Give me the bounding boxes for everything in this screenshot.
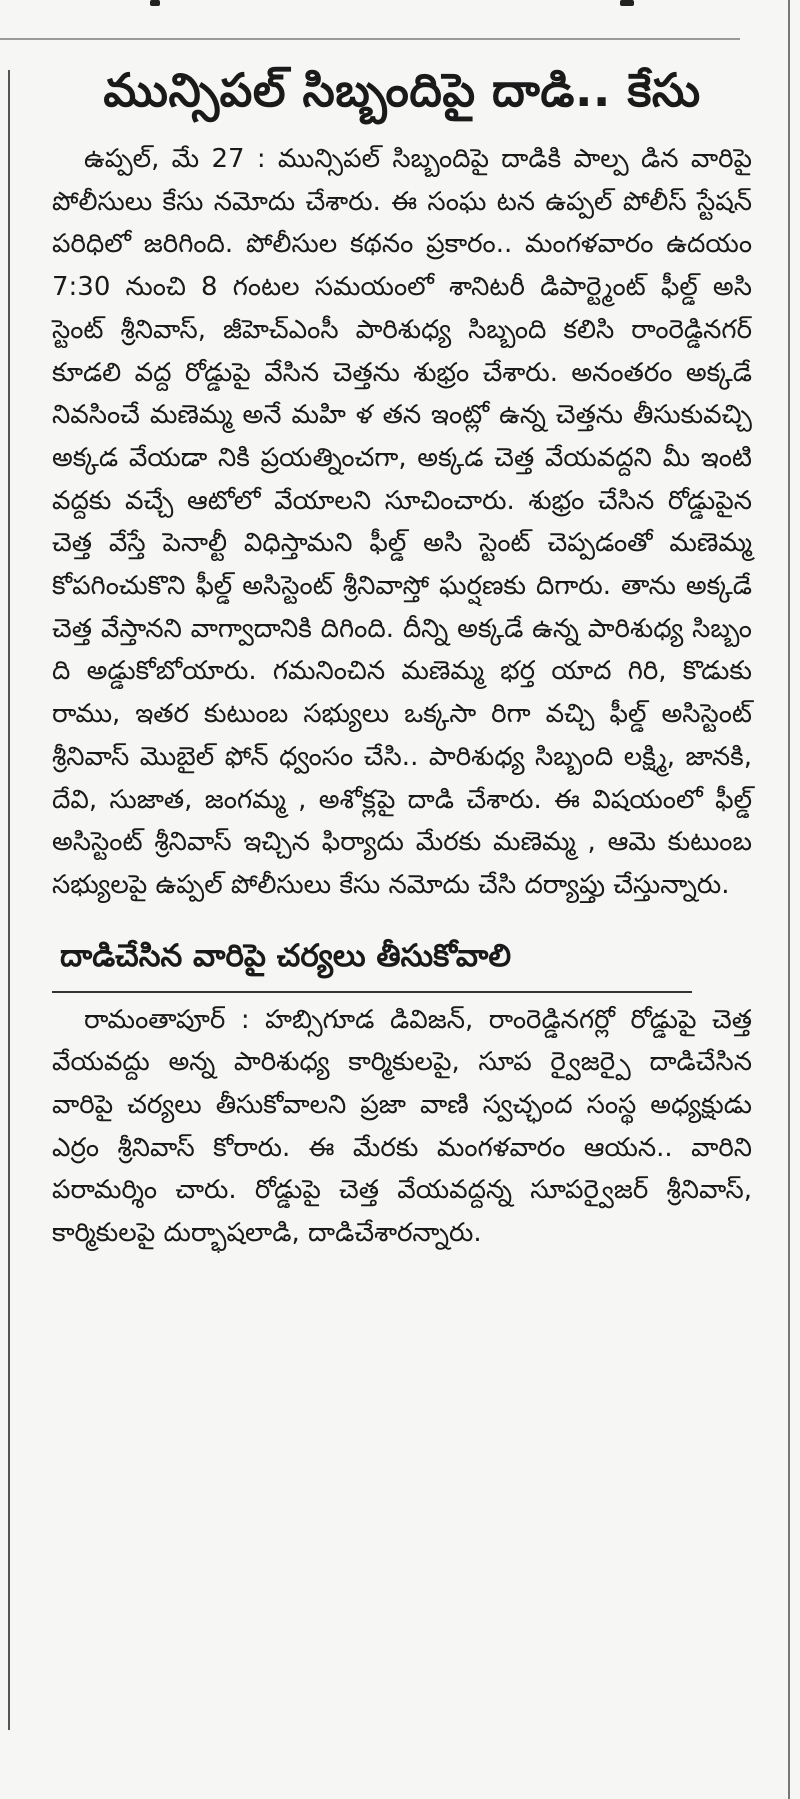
second-article-headline: దాడిచేసిన వారిపై చర్యలు తీసుకోవాలి xyxy=(60,937,512,974)
article-headline: మున్సిపల్ సిబ్బందిపై దాడి.. కేసు xyxy=(103,63,701,117)
column-rule-left xyxy=(8,70,10,1730)
cropped-text-fragment xyxy=(620,0,634,6)
cropped-text-fragment xyxy=(150,0,160,6)
column-rule-right xyxy=(788,0,790,1799)
subhead-underline xyxy=(52,991,692,993)
article-body: ఉప్పల్, మే 27 : మున్సిపల్ సిబ్బందిపై దాడికి పాల్ప డిన వారిపై పోలీసులు కేసు నమోదు చేశారు. ఈ సంఘ టన ఉప్పల్ పోలీస్ స్టేషన్ పరిధిలో జరిగింది. పోలీసుల కథనం ప్రకారం.. మంగళవారం ఉదయం 7:30 నుంచి 8 గంటల సమయంలో శానిటరీ డిపార్ట్మెంట్ ఫీల్డ్ అసి స్టెంట్ శ్రీనివాస్, జీహెచ్ఎంసీ పారిశుధ్య సిబ్బంది కలిసి రాంరెడ్డినగర్ కూడలి వద్ద రోడ్డుపై వేసిన చెత్తను శుభ్రం చేశారు. అనంతరం అక్కడే నివసించే మణెమ్మ అనే మహి ళ తన ఇంట్లో ఉన్న చెత్తను తీసుకువచ్చి అక్కడ వేయడా నికి ప్రయత్నించగా, అక్కడ చెత్త వేయవద్దని మీ ఇంటి వద్దకు వచ్చే ఆటోలో వేయాలని సూచించారు. శుభ్రం చేసిన రోడ్డుపైన చెత్త వేస్తే పెనాల్టీ విధిస్తామని ఫీల్డ్ అసి స్టెంట్ చెప్పడంతో మణెమ్మ కోపగించుకొని ఫీల్డ్ అసిస్టెంట్ శ్రీనివాస్తో ఘర్షణకు దిగారు. తాను అక్కడే చెత్త వేస్తానని వాగ్వాదానికి దిగింది. దీన్ని అక్కడే ఉన్న పారిశుధ్య సిబ్బం ది అడ్డుకోబోయారు. గమనించిన మణెమ్మ భర్త యాద గిరి, కొడుకు రాము, ఇతర కుటుంబ సభ్యులు ఒక్కసా రిగా వచ్చి ఫీల్డ్ అసిస్టెంట్ శ్రీనివాస్ మొబైల్ ఫోన్ ధ్వంసం చేసి.. పారిశుధ్య సిబ్బంది లక్ష్మి, జానకి, దేవి, సుజాత, జంగమ్మ , అశోక్లపై దాడి చేశారు. ఈ విషయంలో ఫీల్డ్ అసిస్టెంట్ శ్రీనివాస్ ఇచ్చిన ఫిర్యాదు మేరకు మణెమ్మ , ఆమె కుటుంబ సభ్యులపై ఉప్పల్ పోలీసులు కేసు నమోదు చేసి దర్యాప్తు చేస్తున్నారు. xyxy=(52,144,752,900)
second-article-body: రామంతాపూర్ : హబ్సిగూడ డివిజన్, రాంరెడ్డినగర్లో రోడ్డుపై చెత్త వేయవద్దు అన్న పారిశుధ్య కార్మికులపై, సూప ర్వైజర్పై దాడిచేసిన వారిపై చర్యలు తీసుకోవాలని ప్రజా వాణి స్వచ్ఛంద సంస్థ అధ్యక్షుడు ఎర్రం శ్రీనివాస్ కోరారు. ఈ మేరకు మంగళవారం ఆయన.. వారిని పరామర్శిం చారు. రోడ్డుపై చెత్త వేయవద్దన్న సూపర్వైజర్ శ్రీనివాస్, కార్మికులపై దుర్భాషలాడి, దాడిచేశారన్నారు. xyxy=(52,1004,752,1249)
news-article xyxy=(52,50,752,1255)
previous-article-edge xyxy=(0,0,740,40)
